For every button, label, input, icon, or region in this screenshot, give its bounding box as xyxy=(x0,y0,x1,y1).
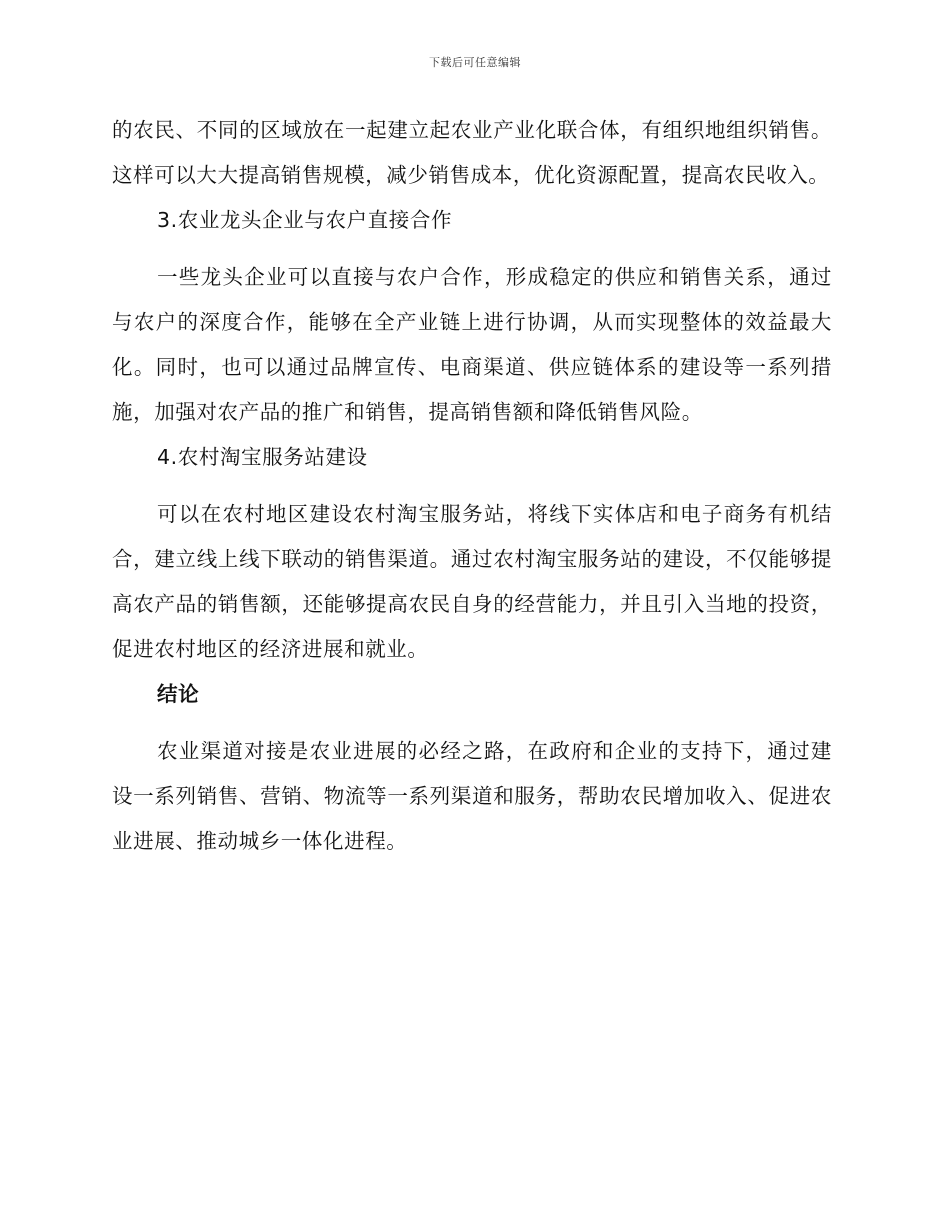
conclusion-heading: 结论 xyxy=(157,682,200,706)
paragraph-section-4: 可以在农村地区建设农村淘宝服务站，将线下实体店和电子商务有机结合，建立线上线下联动的销售渠道。通过农村淘宝服务站的建设，不仅能够提高农产品的销售额，还能够提高农民自身的经营能力，并且引入当地的投资，促进农村地区的经济进展和就业。 xyxy=(112,502,832,661)
document-body xyxy=(112,108,832,864)
section-heading-3: 3.农业龙头企业与农户直接合作 xyxy=(157,208,453,232)
paragraph-section-3: 一些龙头企业可以直接与农户合作，形成稳定的供应和销售关系，通过与农户的深度合作，能够在全产业链上进行协调，从而实现整体的效益最大化。同时，也可以通过品牌宣传、电商渠道、供应链体系的建设等一系列措施，加强对农产品的推广和销售，提高销售额和降低销售风险。 xyxy=(112,265,832,424)
paragraph-continuation: 的农民、不同的区域放在一起建立起农业产业化联合体，有组织地组织销售。这样可以大大提高销售规模，减少销售成本，优化资源配置，提高农民收入。 xyxy=(112,118,832,187)
paragraph-conclusion: 农业渠道对接是农业进展的必经之路，在政府和企业的支持下，通过建设一系列销售、营销、物流等一系列渠道和服务，帮助农民增加收入、促进农业进展、推动城乡一体化进程。 xyxy=(112,739,832,853)
section-heading-4: 4.农村淘宝服务站建设 xyxy=(157,445,368,469)
page-header-note: 下载后可任意编辑 xyxy=(429,56,521,69)
